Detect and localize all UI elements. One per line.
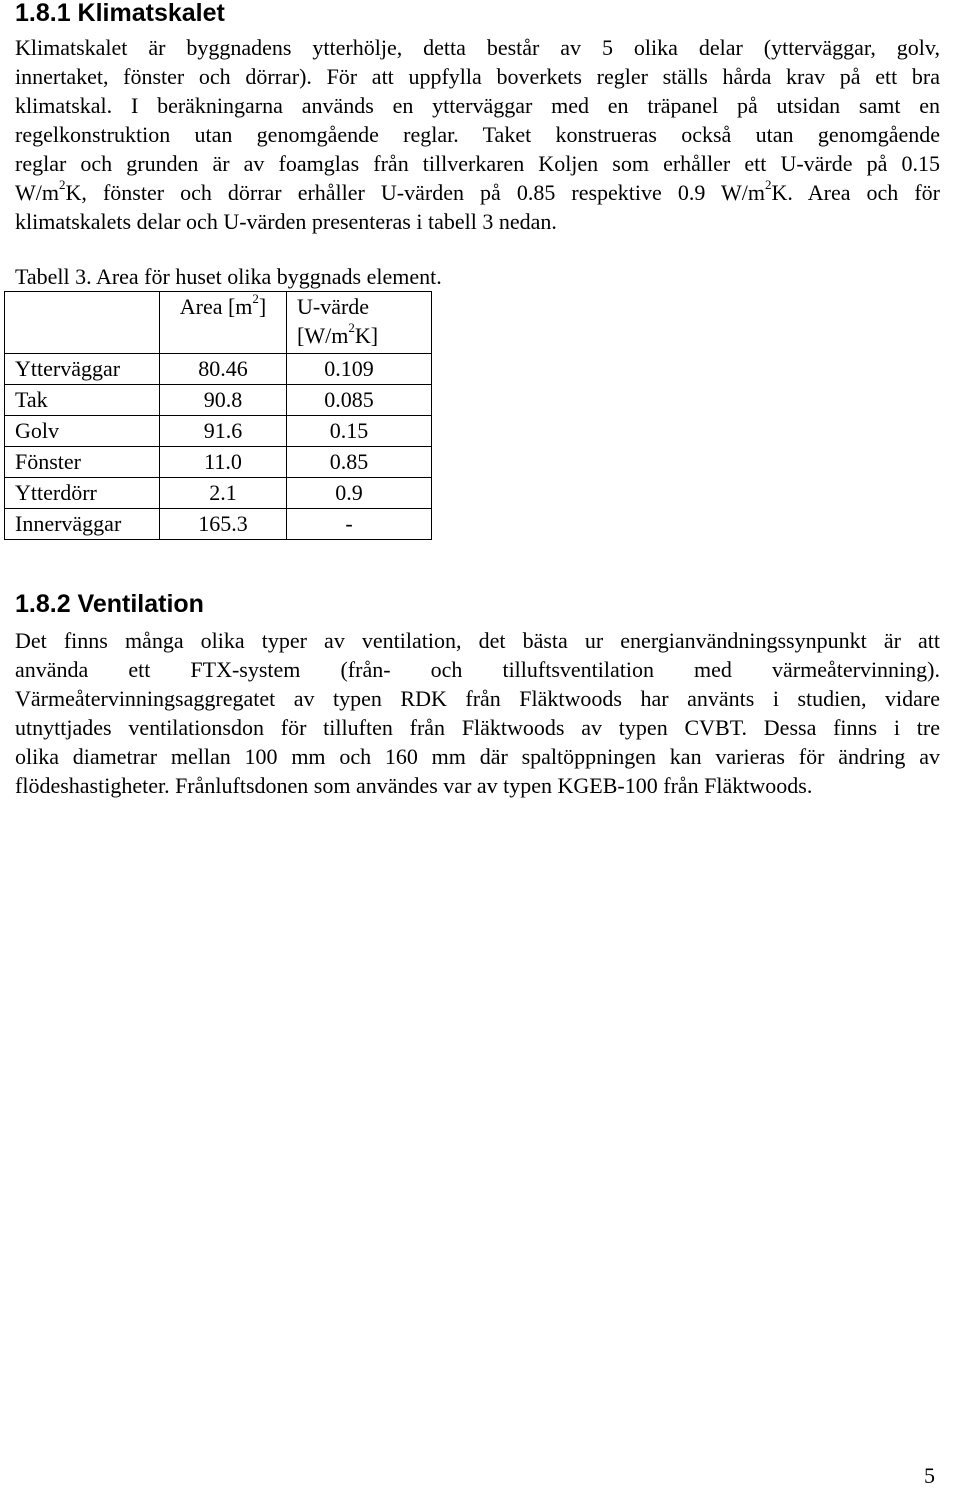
u-value-cell: 0.85 — [287, 447, 432, 478]
section-heading-ventilation: 1.8.2 Ventilation — [15, 590, 204, 618]
header-cell-area: Area $[m^2]$ — [160, 292, 287, 354]
element-name-cell: Innerväggar — [5, 509, 160, 540]
element-name-cell: Ytterväggar — [5, 354, 160, 385]
header-cell-u-value: U-värde $[W/m^2K]$ — [287, 292, 432, 354]
paragraph-line: utnyttjades ventilationsdon för tilluften från Fläktwoods av typen CVBT. Dessa finns i tre — [15, 715, 940, 740]
paragraph-line: klimatskal. I beräkningarna används en ytterväggar med en träpanel på utsidan samt en — [15, 93, 940, 118]
element-name-cell: Ytterdörr — [5, 478, 160, 509]
paragraph-line: reglar och grunden är av foamglas från tillverkaren Koljen som erhåller ett U-värde på 0.15 — [15, 151, 940, 176]
superscript: 2 — [765, 176, 772, 192]
ventilation-paragraph — [15, 626, 940, 800]
line-text: K. Area och för — [771, 180, 940, 205]
header-cell-empty — [5, 292, 160, 354]
unit-text: W/m — [15, 180, 59, 205]
table-header-row — [5, 292, 432, 354]
area-cell: 80.46 — [160, 354, 287, 385]
area-cell: 91.6 — [160, 416, 287, 447]
line-text: K, fönster och dörrar erhåller U-värden på 0.85 respektive 0.9 W/m — [65, 180, 765, 205]
element-name-cell: Fönster — [5, 447, 160, 478]
area-cell: 11.0 — [160, 447, 287, 478]
element-name-cell: Tak — [5, 385, 160, 416]
superscript: 2 — [348, 319, 355, 335]
paragraph-line: använda ett FTX-system (från- och tilluftsventilation med värmeåtervinning). — [15, 657, 940, 682]
paragraph-line: Klimatskalet är byggnadens ytterhölje, detta består av 5 olika delar (ytterväggar, golv, — [15, 35, 940, 60]
u-value-cell: 0.15 — [287, 416, 432, 447]
area-cell: 90.8 — [160, 385, 287, 416]
table-row — [5, 509, 432, 540]
paragraph-line: klimatskalets delar och U-värden presenteras i tabell 3 nedan. — [15, 209, 557, 234]
area-cell: 165.3 — [160, 509, 287, 540]
paragraph-line: regelkonstruktion utan genomgående reglar. Taket konstrueras också utan genomgående — [15, 122, 940, 147]
paragraph-line: innertaket, fönster och dörrar). För att uppfylla boverkets regler ställs hårda krav på ett bra — [15, 64, 940, 89]
superscript: 2 — [252, 290, 259, 306]
table-caption: Tabell 3. Area för huset olika byggnads element. — [15, 264, 442, 289]
u-value-cell: 0.109 — [287, 354, 432, 385]
u-value-cell: - — [287, 509, 432, 540]
paragraph-line: Det finns många olika typer av ventilation, det bästa ur energianvändningssynpunkt är att — [15, 628, 940, 653]
u-value-cell: 0.085 — [287, 385, 432, 416]
paragraph-line: flödeshastigheter. Frånluftsdonen som användes var av typen KGEB-100 från Fläktwoods. — [15, 773, 813, 798]
table-row — [5, 416, 432, 447]
table-row — [5, 447, 432, 478]
klimatskalet-paragraph — [15, 33, 940, 236]
paragraph-line: Värmeåtervinningsaggregatet av typen RDK från Fläktwoods har använts i studien, vidare — [15, 686, 940, 711]
superscript: 2 — [59, 176, 66, 192]
area-cell: 2.1 — [160, 478, 287, 509]
table-row — [5, 385, 432, 416]
paragraph-line-with-units — [15, 178, 940, 207]
area-u-value-table — [4, 291, 432, 540]
u-value-cell: 0.9 — [287, 478, 432, 509]
element-name-cell: Golv — [5, 416, 160, 447]
header-line: U-värde — [297, 294, 370, 319]
page-number: 5 — [924, 1463, 935, 1488]
table-row — [5, 354, 432, 385]
table-row — [5, 478, 432, 509]
paragraph-line: olika diametrar mellan 100 mm och 160 mm där spaltöppningen kan varieras för ändring av — [15, 744, 940, 769]
section-heading-klimatskalet: 1.8.1 Klimatskalet — [15, 0, 225, 27]
